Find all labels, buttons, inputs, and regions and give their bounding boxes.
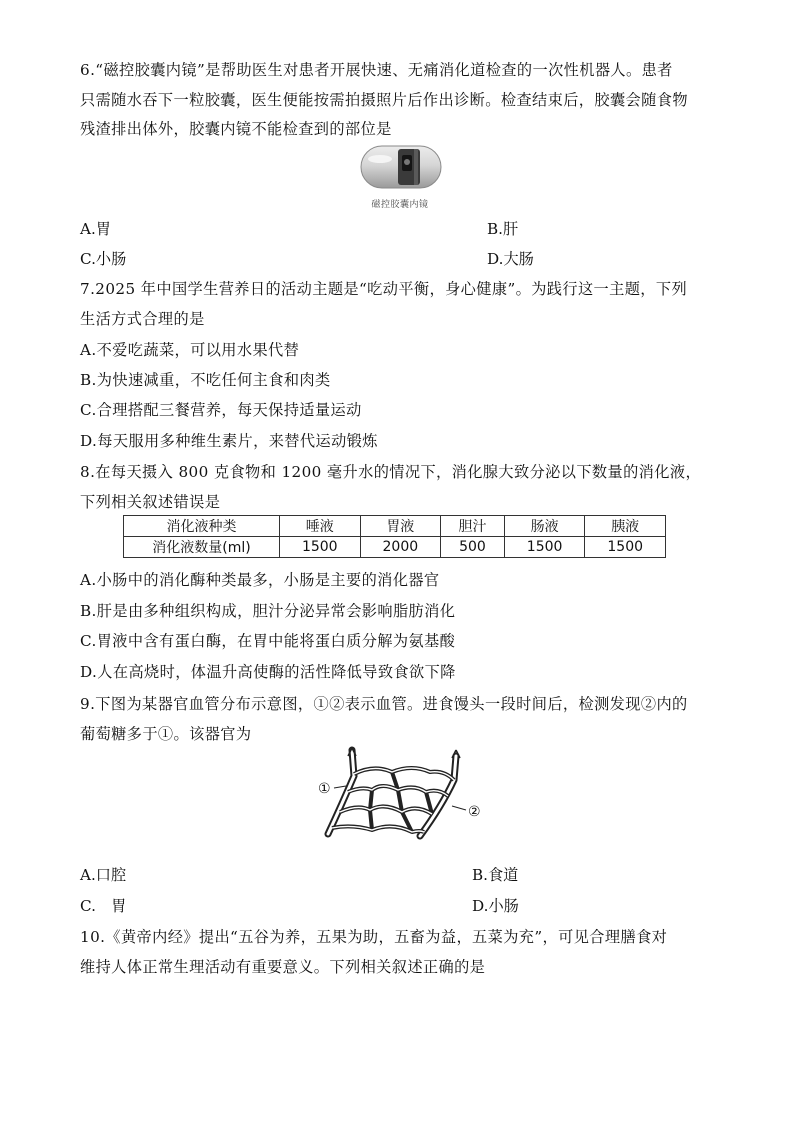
table-header-cell: 唾液 xyxy=(280,516,361,537)
option-c[interactable]: C.胃液中含有蛋白酶，在胃中能将蛋白质分解为氨基酸 xyxy=(80,632,456,650)
question-9-line-2: 葡萄糖多于①。该器官为 xyxy=(80,725,252,743)
table-header-cell: 肠液 xyxy=(504,516,585,537)
table-row xyxy=(124,537,666,558)
table-header-row xyxy=(124,516,666,537)
option-c[interactable]: C. 胃 xyxy=(80,897,127,915)
option-b[interactable]: B.肝 xyxy=(487,220,519,238)
question-8-line-2: 下列相关叙述错误是 xyxy=(80,493,221,511)
digestive-juice-table xyxy=(123,515,666,558)
table-header-cell: 消化液种类 xyxy=(124,516,280,537)
question-8-line-1: 8.在每天摄入 800 克食物和 1200 毫升水的情况下，消化腺大致分泌以下数量的消化液， xyxy=(80,463,702,481)
question-6-line-3: 残渣排出体外，胶囊内镜不能检查到的部位是 xyxy=(80,120,392,138)
table-header-cell: 胰液 xyxy=(585,516,666,537)
option-d[interactable]: D.每天服用多种维生素片，来替代运动锻炼 xyxy=(80,432,378,450)
question-6-options-row-1 xyxy=(80,219,720,241)
option-d[interactable]: D.小肠 xyxy=(472,897,519,915)
option-a[interactable]: A.口腔 xyxy=(80,866,127,884)
option-d[interactable]: D.人在高烧时，体温升高使酶的活性降低导致食欲下降 xyxy=(80,663,456,681)
table-header-cell: 胆汁 xyxy=(441,516,505,537)
question-6-line-2: 只需随水吞下一粒胶囊，医生便能按需拍摄照片后作出诊断。检查结束后，胶囊会随食物 xyxy=(80,91,688,109)
table-cell: 1500 xyxy=(504,537,585,558)
blood-vessel-diagram xyxy=(312,746,494,846)
option-b[interactable]: B.为快速减重，不吃任何主食和肉类 xyxy=(80,371,331,389)
option-c[interactable]: C.小肠 xyxy=(80,250,127,268)
table-cell: 500 xyxy=(441,537,505,558)
question-7-line-2: 生活方式合理的是 xyxy=(80,310,205,328)
question-6-line-1: 6.“磁控胶囊内镜”是帮助医生对患者开展快速、无痛消化道检查的一次性机器人。患者 xyxy=(80,61,673,79)
capsule-endoscope-image xyxy=(358,143,444,195)
table-cell: 1500 xyxy=(280,537,361,558)
option-c[interactable]: C.合理搭配三餐营养，每天保持适量运动 xyxy=(80,401,362,419)
question-6-options-row-2 xyxy=(80,249,720,271)
option-b[interactable]: B.食道 xyxy=(472,866,519,884)
question-10-line-1: 10.《黄帝内经》提出“五谷为养，五果为助，五畜为益，五菜为充”，可见合理膳食对 xyxy=(80,928,668,946)
option-a[interactable]: A.不爱吃蔬菜，可以用水果代替 xyxy=(80,341,300,359)
table-cell: 消化液数量(ml) xyxy=(124,537,280,558)
question-10-line-2: 维持人体正常生理活动有重要意义。下列相关叙述正确的是 xyxy=(80,958,486,976)
vessel-label-2: ② xyxy=(468,804,481,820)
option-b[interactable]: B.肝是由多种组织构成，胆汁分泌异常会影响脂肪消化 xyxy=(80,602,456,620)
table-header-cell: 胃液 xyxy=(360,516,441,537)
option-a[interactable]: A.胃 xyxy=(80,220,111,238)
option-d[interactable]: D.大肠 xyxy=(487,250,534,268)
capsule-figure-caption: 磁控胶囊内镜 xyxy=(371,200,429,210)
table-cell: 2000 xyxy=(360,537,441,558)
option-a[interactable]: A.小肠中的消化酶种类最多，小肠是主要的消化器官 xyxy=(80,571,440,589)
table-cell: 1500 xyxy=(585,537,666,558)
question-9-options-row-2 xyxy=(80,896,720,918)
question-7-line-1: 7.2025 年中国学生营养日的活动主题是“吃动平衡，身心健康”。为践行这一主题，下列 xyxy=(80,280,688,298)
question-9-line-1: 9.下图为某器官血管分布示意图，①②表示血管。进食馒头一段时间后，检测发现②内的 xyxy=(80,695,688,713)
vessel-label-1: ① xyxy=(318,781,331,797)
question-9-options-row-1 xyxy=(80,865,720,887)
